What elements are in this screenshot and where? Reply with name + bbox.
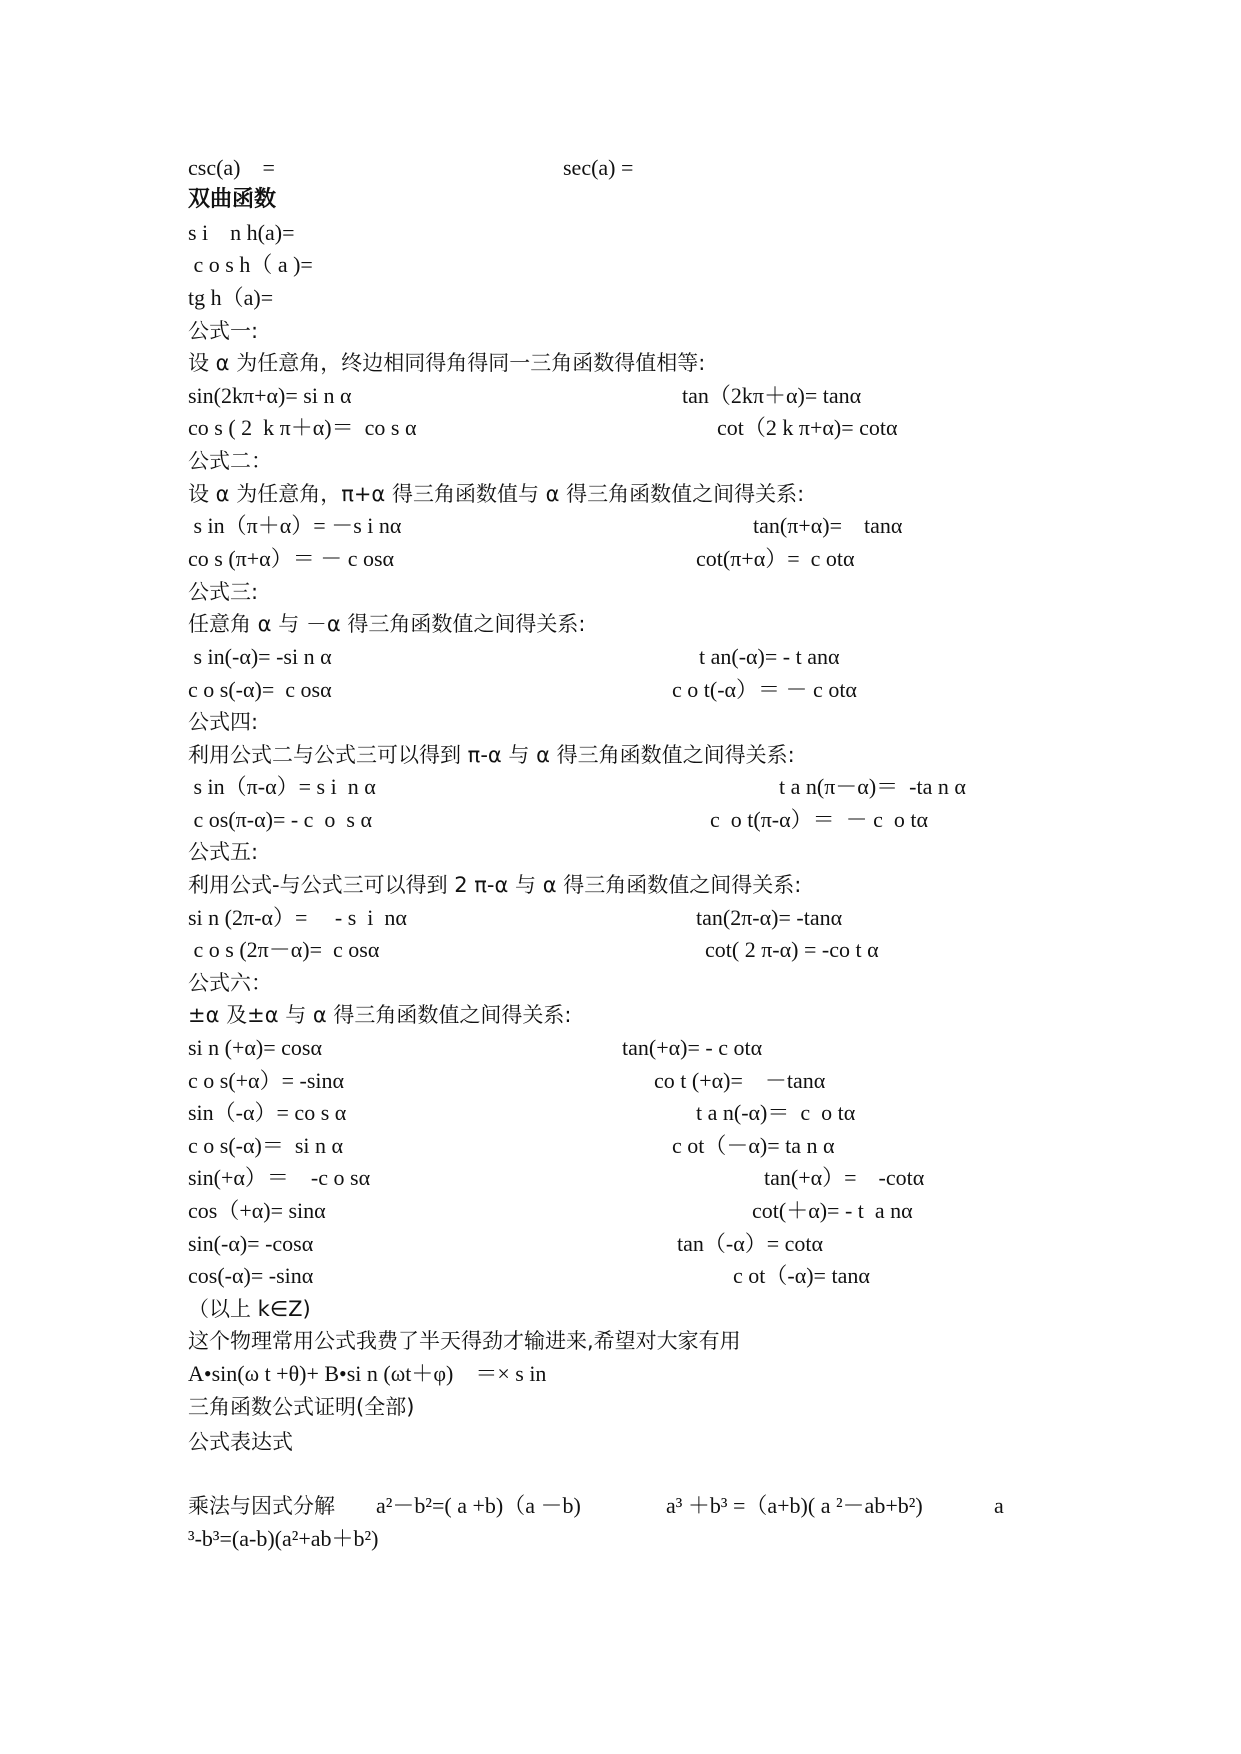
difference-of-cubes-rest: ³-b³=(a-b)(a²+ab＋b²) bbox=[188, 1526, 379, 1551]
formula5-left-2: c o s (2π－α)= c osα bbox=[188, 937, 380, 962]
formula3-right-1: t an(-α)= - t anα bbox=[699, 644, 840, 669]
sinh-line: s i n h(a)= bbox=[188, 220, 295, 245]
formula2-desc: 设 α 为任意角，π+α 得三角函数值与 α 得三角函数值之间得关系: bbox=[188, 482, 805, 506]
formula6-right: t a n(-α)＝ c o tα bbox=[696, 1100, 856, 1125]
formula6-left: sin(-α)= -cosα bbox=[188, 1231, 314, 1256]
formula2-right-1: tan(π+α)= tanα bbox=[753, 513, 903, 538]
formula6-left: sin(+α）＝ -c o sα bbox=[188, 1165, 371, 1190]
formula6-right: co t (+α)= －tanα bbox=[654, 1068, 826, 1093]
formula1-left-1: sin(2kπ+α)= si n α bbox=[188, 383, 352, 408]
cosh-line: c o s h（ a )= bbox=[188, 252, 313, 277]
formula2-left-1: s in（π＋α）= －s i nα bbox=[188, 513, 402, 538]
difference-of-cubes-start: a bbox=[994, 1493, 1004, 1518]
formula2-right-2: cot(π+α）= c otα bbox=[696, 546, 855, 571]
formula1-right-1: tan（2kπ＋α)= tanα bbox=[682, 383, 862, 408]
difference-of-squares: a²－b²=( a +b)（a －b) bbox=[376, 1493, 581, 1518]
formula5-left-1: si n (2π-α）= - s i nα bbox=[188, 905, 407, 930]
expression-title: 公式表达式 bbox=[188, 1430, 293, 1454]
proof-title: 三角函数公式证明(全部) bbox=[188, 1395, 415, 1419]
formula5-right-2: cot( 2 π-α) = -co t α bbox=[705, 937, 879, 962]
sec-label: sec(a) = bbox=[563, 155, 634, 180]
formula6-left: sin（-α）= co s α bbox=[188, 1100, 347, 1125]
formula5-desc: 利用公式-与公式三可以得到 2 π-α 与 α 得三角函数值之间得关系: bbox=[188, 873, 802, 897]
formula4-left-1: s in（π-α）= s i n α bbox=[188, 774, 376, 799]
formula5-right-1: tan(2π-α)= -tanα bbox=[696, 905, 843, 930]
formula6-right: tan(+α）= -cotα bbox=[764, 1165, 925, 1190]
formula3-left-2: c o s(-α)= c osα bbox=[188, 677, 332, 702]
formula6-right: tan（-α）= cotα bbox=[677, 1231, 824, 1256]
formula2-left-2: co s (π+α）＝ － c osα bbox=[188, 546, 395, 571]
formula5-title: 公式五: bbox=[188, 840, 259, 864]
formula1-title: 公式一: bbox=[188, 319, 259, 343]
formula4-right-2: c o t(π-α）＝ － c o tα bbox=[710, 807, 929, 832]
formula6-right: c ot（-α)= tanα bbox=[733, 1263, 870, 1288]
author-remark: 这个物理常用公式我费了半天得劲才输进来,希望对大家有用 bbox=[188, 1329, 741, 1353]
formula6-right: tan(+α)= - c otα bbox=[622, 1035, 763, 1060]
formula6-left: cos（+α)= sinα bbox=[188, 1198, 326, 1223]
formula6-left: c o s(-α)＝ si n α bbox=[188, 1133, 344, 1158]
range-note: （以上 k∈Z) bbox=[188, 1297, 311, 1321]
formula6-left: cos(-α)= -sinα bbox=[188, 1263, 314, 1288]
formula1-desc: 设 α 为任意角，终边相同得角得同一三角函数得值相等: bbox=[188, 351, 706, 375]
formula3-right-2: c o t(-α）＝ － c otα bbox=[672, 677, 857, 702]
formula6-right: c ot（－α)= ta n α bbox=[672, 1133, 835, 1158]
formula3-desc: 任意角 α 与 －α 得三角函数值之间得关系: bbox=[188, 612, 586, 636]
tgh-line: tg h（a)= bbox=[188, 285, 274, 310]
formula4-desc: 利用公式二与公式三可以得到 π-α 与 α 得三角函数值之间得关系: bbox=[188, 743, 795, 767]
combination-formula: A•sin(ω t +θ)+ B•si n (ωt＋φ) ＝× s in bbox=[188, 1361, 547, 1386]
formula6-title: 公式六： bbox=[188, 971, 272, 995]
formula6-left: c o s(+α）= -sinα bbox=[188, 1068, 345, 1093]
factorization-label: 乘法与因式分解 bbox=[188, 1494, 335, 1518]
formula4-left-2: c os(π-α)= - c o s α bbox=[188, 807, 373, 832]
formula3-title: 公式三: bbox=[188, 580, 259, 604]
csc-label: csc(a) = bbox=[188, 155, 275, 180]
formula4-title: 公式四: bbox=[188, 710, 259, 734]
formula1-right-2: cot（2 k π+α)= cotα bbox=[717, 415, 898, 440]
formula4-right-1: t a n(π－α)＝ -ta n α bbox=[779, 774, 966, 799]
formula6-desc: ±α 及±α 与 α 得三角函数值之间得关系: bbox=[188, 1003, 572, 1027]
section-title-hyperbolic: 双曲函数 bbox=[188, 187, 277, 212]
formula2-title: 公式二： bbox=[188, 449, 272, 473]
formula6-right: cot(＋α)= - t a nα bbox=[752, 1198, 913, 1223]
formula6-left: si n (+α)= cosα bbox=[188, 1035, 323, 1060]
formula3-left-1: s in(-α)= -si n α bbox=[188, 644, 332, 669]
formula1-left-2: co s ( 2 k π＋α)＝ co s α bbox=[188, 415, 417, 440]
sum-of-cubes: a³ ＋b³ =（a+b)( a ²－ab+b²) bbox=[666, 1493, 923, 1518]
